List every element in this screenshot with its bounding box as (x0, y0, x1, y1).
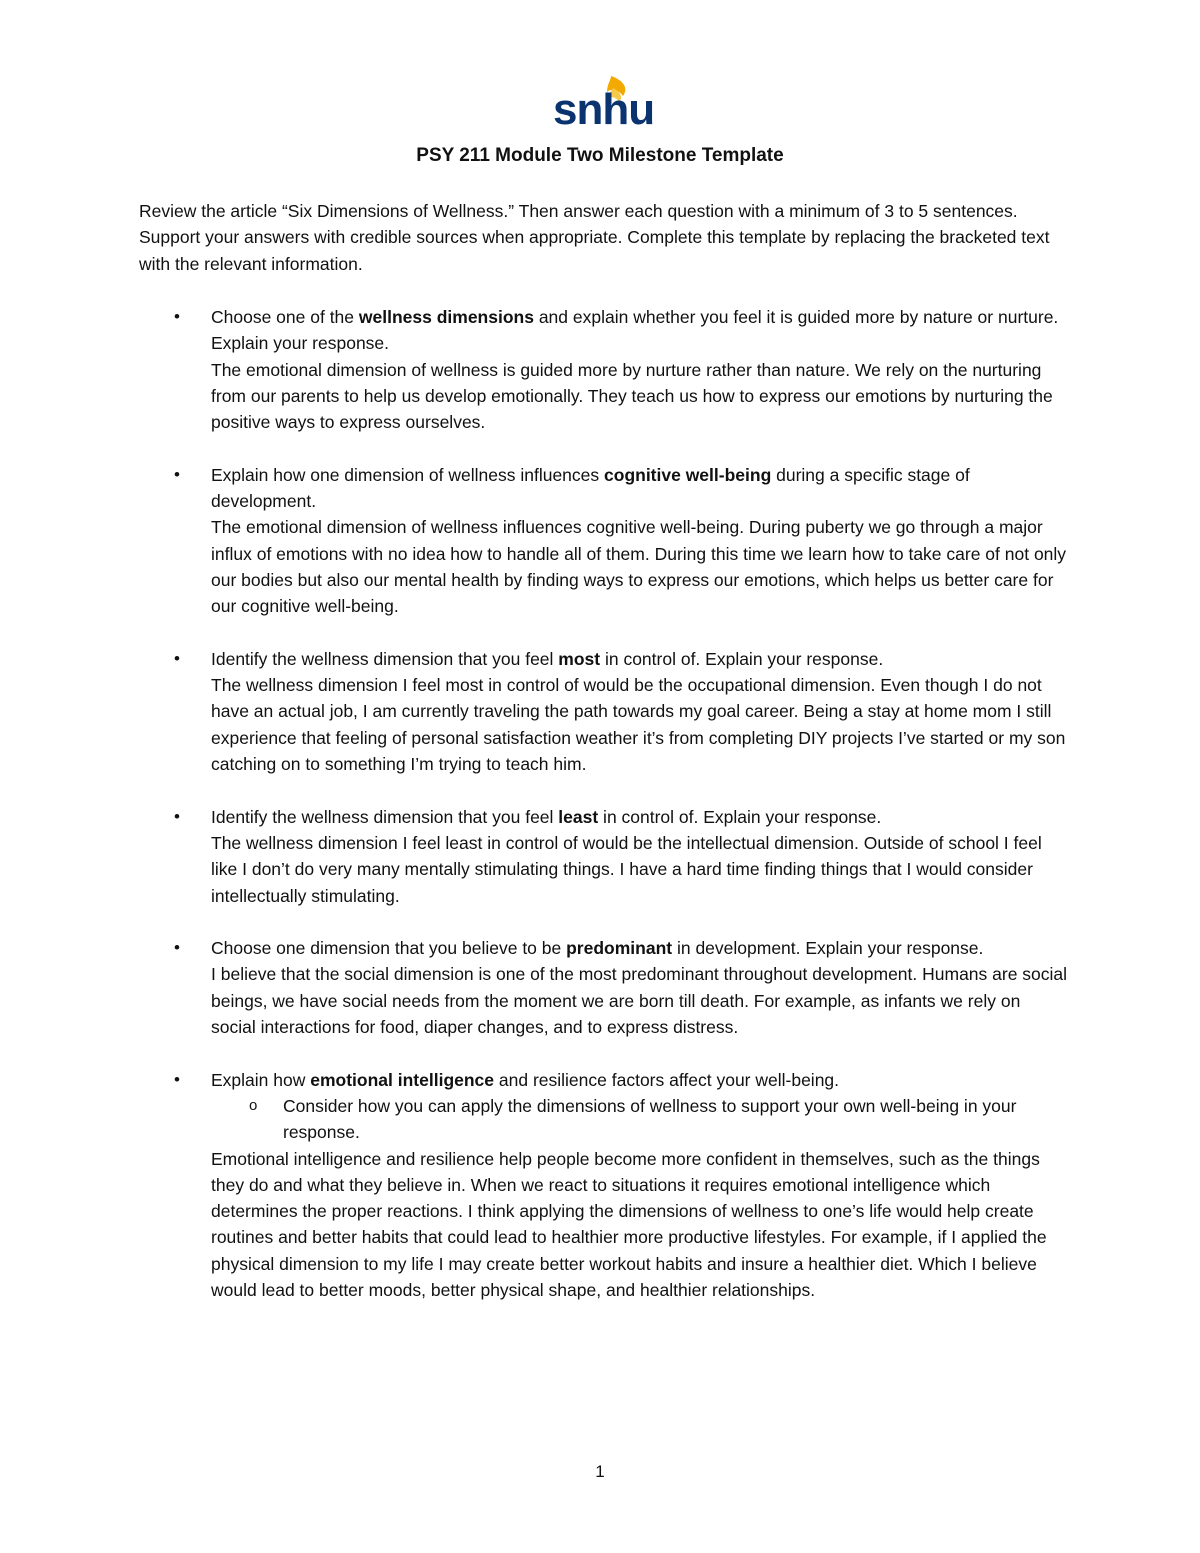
list-item (139, 646, 1069, 777)
question-list (139, 304, 1069, 1303)
bullet-icon: • (174, 806, 180, 826)
list-item (139, 1067, 1069, 1304)
circle-bullet-icon: o (249, 1096, 258, 1114)
answer: The wellness dimension I feel least in control of would be the intellectual dimension. Outside of school I feel like I don’t do very many mentally stimulating things. I have a hard time finding things that I would consider intellectually stimulating. (211, 832, 1042, 906)
question: Explain how emotional intelligence and resilience factors affect your well-being. (211, 1069, 840, 1090)
question: Explain how one dimension of wellness influences cognitive well-being during a specific stage of development. (211, 464, 970, 512)
bullet-icon: • (174, 938, 180, 958)
bullet-icon: • (174, 307, 180, 326)
snhu-logo (553, 74, 655, 134)
question: Identify the wellness dimension that you feel most in control of. Explain your response. (211, 648, 884, 669)
answer: Emotional intelligence and resilience help people become more confident in themselves, such as the things they do and what they believe in. When we react to situations it requires emotional intelligence which determines the proper reactions. I think applying the dimensions of wellness to one’s life would help create routines and better habits that could lead to healthier more productive lifestyles. For example, if I applied the physical dimension to my life I may create better workout habits and insure a healthier diet. Which I believe would lead to better moods, better physical shape, and healthier relationships. (211, 1148, 1047, 1300)
question: Choose one of the wellness dimensions and explain whether you feel it is guided more by nature or nurture. Explain your response. (211, 307, 1059, 354)
list-item (139, 462, 1069, 620)
bullet-icon: • (174, 1069, 180, 1089)
bullet-icon: • (174, 648, 180, 668)
document-title: PSY 211 Module Two Milestone Template (416, 145, 784, 166)
answer: I believe that the social dimension is one of the most predominant throughout development. Humans are social beings, we have social needs from the moment we are born till death. For example, as infants we rely on social interactions for food, diaper changes, and to express distress. (211, 964, 1068, 1038)
question: Choose one dimension that you believe to be predominant in development. Explain your response. (211, 938, 984, 959)
answer: The wellness dimension I feel most in control of would be the occupational dimension. Even though I do not have an actual job, I am currently traveling the path towards my goal career. Being a stay at home mom I still experience that feeling of personal satisfaction weather it’s from completing DIY projects I’ve started or my son catching on to something I’m trying to teach him. (211, 675, 1066, 775)
page-number: 1 (595, 1462, 605, 1481)
list-item (139, 804, 1069, 909)
logo-text: snhu (553, 85, 655, 134)
list-item (139, 935, 1069, 1040)
answer: The emotional dimension of wellness is guided more by nurture rather than nature. We rely on the nurturing from our parents to help us develop emotionally. They teach us how to express our emotions by nurturing the positive ways to express ourselves. (211, 359, 1053, 433)
bullet-icon: • (174, 464, 180, 484)
list-item (139, 304, 1069, 435)
question: Identify the wellness dimension that you feel least in control of. Explain your response. (211, 806, 882, 827)
answer: The emotional dimension of wellness influences cognitive well-being. During puberty we go through a major influx of emotions with no idea how to handle all of them. During this time we learn how to take care of not only our bodies but also our mental health by finding ways to express our emotions, which helps us better care for our cognitive well-being. (211, 517, 1067, 617)
sub-item-text: Consider how you can apply the dimensions of wellness to support your own well-being in your response. (283, 1095, 1017, 1143)
intro-paragraph: Review the article “Six Dimensions of Wellness.” Then answer each question with a minimum of 3 to 5 sentences. Support your answers with credible sources when appropriate. Complete this template by replacing the bracketed text with the relevant information. (139, 201, 1050, 274)
sub-item (211, 1093, 1069, 1146)
